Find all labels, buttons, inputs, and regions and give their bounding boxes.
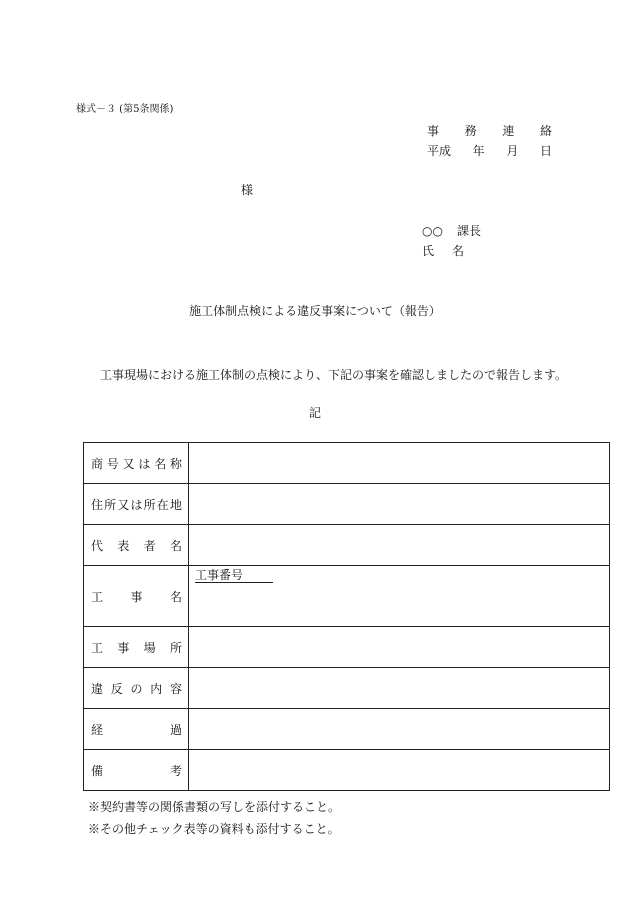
note-item: ※その他チェック表等の資料も添付すること。 (88, 822, 340, 836)
sender-title: 課長 (456, 224, 481, 238)
document-title: 施工体制点検による違反事案について（報告） (189, 304, 441, 318)
table-row (84, 484, 610, 525)
representative-field[interactable] (189, 525, 610, 566)
table-row (84, 525, 610, 566)
construction-site-field[interactable] (189, 627, 610, 668)
address-field[interactable] (189, 484, 610, 525)
sender-name-char: 名 (452, 244, 465, 258)
intro-text: 工事現場における施工体制の点検により、下記の事案を確認しましたので報告します。 (100, 368, 568, 382)
label-chars: 代 表 者 名 (91, 538, 182, 553)
sender-name-line (422, 241, 481, 261)
table-row (84, 709, 610, 750)
construction-name-field[interactable] (189, 566, 610, 627)
doc-type-char: 絡 (539, 124, 552, 138)
remarks-field[interactable] (189, 750, 610, 791)
label-chars: 工 事 名 (91, 589, 182, 604)
doc-type-char: 事 (427, 124, 440, 138)
row-label (84, 709, 189, 750)
header-block (427, 121, 552, 161)
company-name-field[interactable] (189, 443, 610, 484)
note-item: ※契約書等の関係書類の写しを添付すること。 (88, 800, 341, 814)
doc-type-char: 連 (502, 124, 515, 138)
label-chars: 工 事 場 所 (91, 640, 182, 655)
addressee-honorific: 様 (241, 183, 254, 197)
ki-heading: 記 (308, 406, 321, 420)
row-label (84, 443, 189, 484)
row-label (84, 627, 189, 668)
label-chars: 経 過 (91, 722, 182, 737)
era-label: 平成 (427, 144, 452, 158)
construction-number-label: 工事番号 (195, 569, 273, 583)
label-chars: 備 考 (91, 763, 182, 778)
doc-type (427, 121, 552, 141)
day-label: 日 (539, 144, 552, 158)
form-number: 様式－３ (第5条関係) (76, 104, 174, 115)
sender-block (422, 221, 481, 261)
date-line (427, 141, 552, 161)
table-row (84, 627, 610, 668)
sender-title-line (422, 221, 481, 241)
label-chars: 住 所 又 は 所 在 地 (91, 497, 182, 512)
violation-details-field[interactable] (189, 668, 610, 709)
label-chars: 違 反 の 内 容 (91, 681, 182, 696)
month-label: 月 (506, 144, 519, 158)
row-label (84, 484, 189, 525)
table-row (84, 566, 610, 627)
row-label (84, 525, 189, 566)
sender-title-prefix: ○○ (422, 224, 443, 238)
label-chars: 商 号 又 は 名 称 (91, 456, 182, 471)
sender-name-char: 氏 (422, 244, 435, 258)
table-row (84, 668, 610, 709)
doc-type-char: 務 (464, 124, 477, 138)
year-label: 年 (472, 144, 485, 158)
row-label (84, 750, 189, 791)
table-row (84, 750, 610, 791)
notes (88, 796, 340, 840)
row-label (84, 566, 189, 627)
row-label (84, 668, 189, 709)
table-row (84, 443, 610, 484)
report-table (83, 442, 610, 791)
progress-field[interactable] (189, 709, 610, 750)
